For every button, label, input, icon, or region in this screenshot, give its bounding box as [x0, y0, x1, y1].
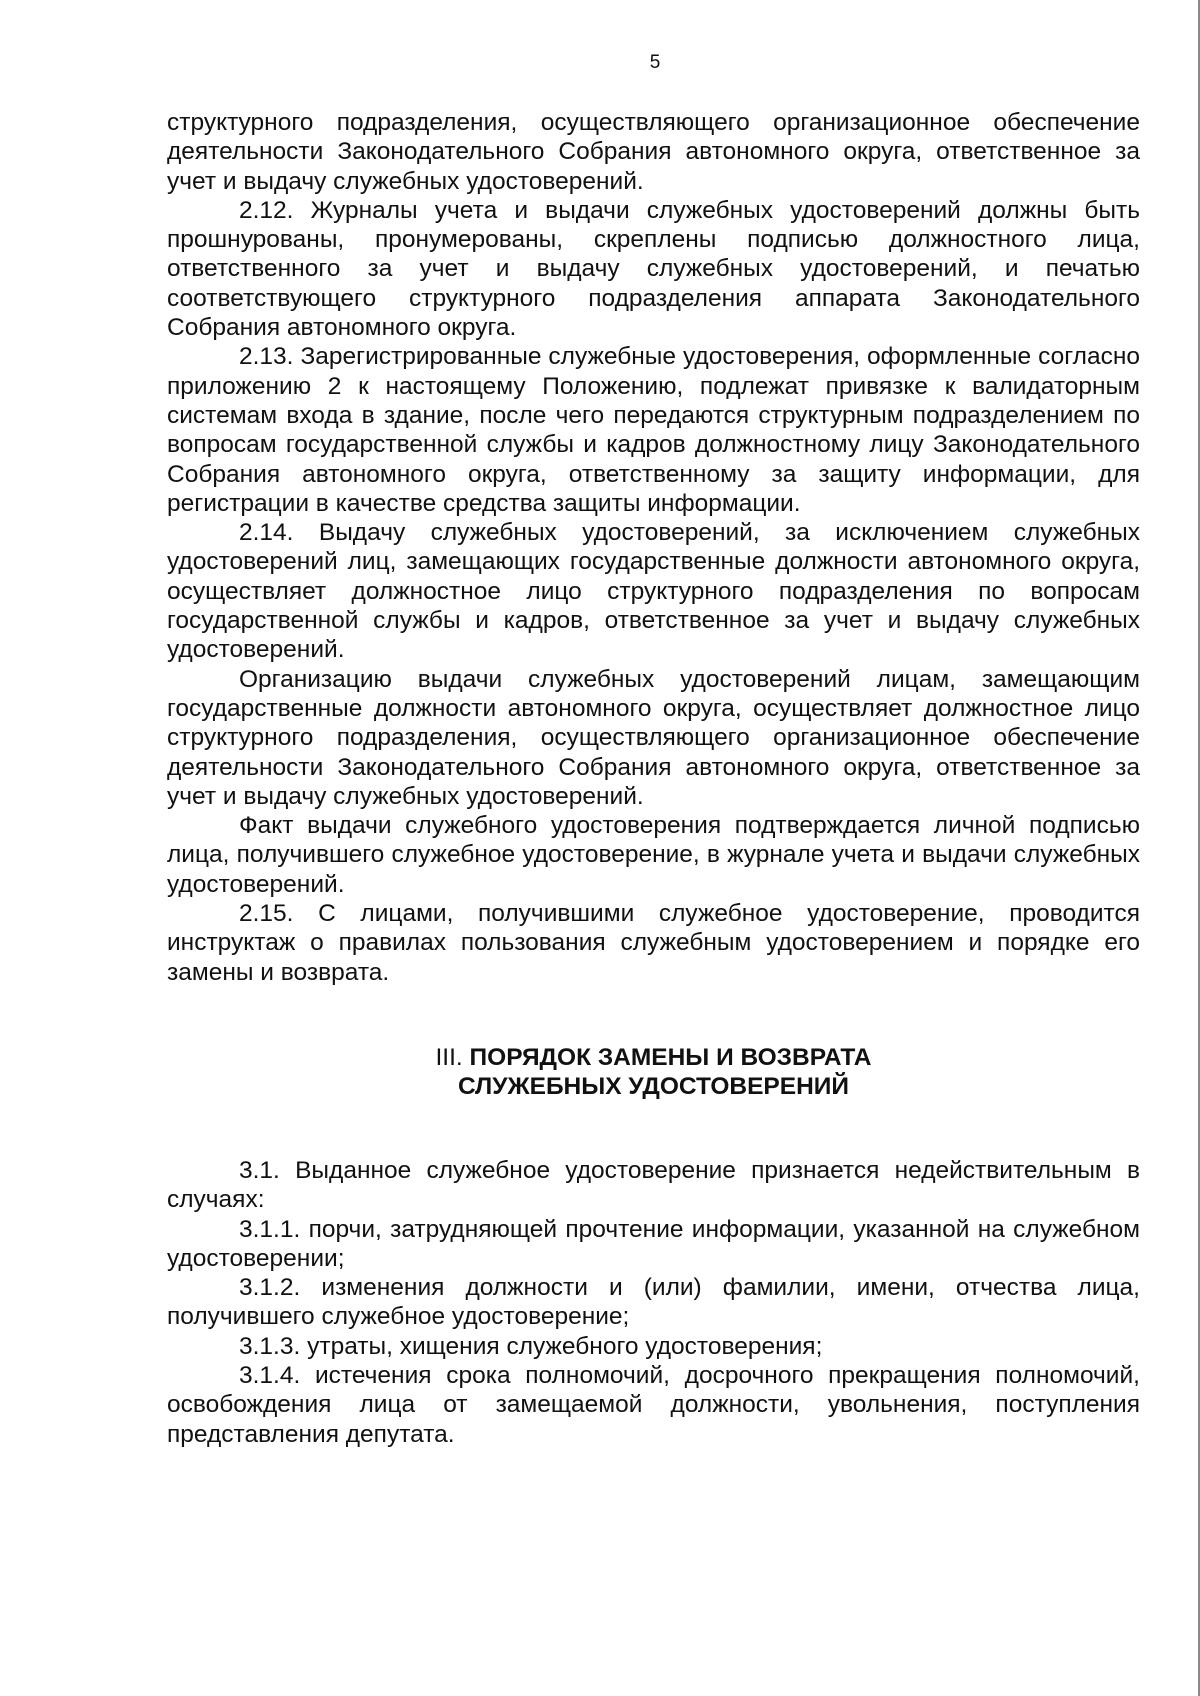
paragraph: структурного подразделения, осуществляющего организационное обеспечение деятельности Законодательного Собрания автономного округа, ответственное за учет и выдачу служебных удостоверений.	[167, 109, 1140, 195]
page-number: 5	[649, 52, 661, 73]
document-body	[167, 108, 1140, 1449]
section-title-line-1: ПОРЯДОК ЗАМЕНЫ И ВОЗВРАТА	[469, 1043, 872, 1071]
section-number: III.	[435, 1043, 463, 1071]
paragraph-3-1: 3.1. Выданное служебное удостоверение признается недействительным в случаях:	[167, 1156, 1140, 1214]
paragraph-2-14: 2.14. Выдачу служебных удостоверений, за исключением служебных удостоверений лиц, замещающих государственные должности автономного округа, осуществляет должностное лицо структурного подразделения по вопросам государственной службы и кадров, ответственное за учет и выдачу служебных удостоверений.	[167, 519, 1140, 664]
paragraph-organization: Организацию выдачи служебных удостоверений лицам, замещающим государственные должности автономного округа, осуществляет должностное лицо структурного подразделения, осуществляющего организационное обеспечение деятельности Законодательного Собрания автономного округа, ответственное за учет и выдачу служебных удостоверений.	[167, 665, 1140, 810]
paragraph-3-1-2: 3.1.2. изменения должности и (или) фамилии, имени, отчества лица, получившего служебное удостоверение;	[167, 1274, 1140, 1331]
section-heading	[167, 1043, 1140, 1101]
paragraph-signature-fact: Факт выдачи служебного удостоверения подтверждается личной подписью лица, получившего служебное удостоверение, в журнале учета и выдачи служебных удостоверений.	[167, 812, 1140, 898]
section-heading-line-1	[167, 1043, 1140, 1072]
paragraph-3-1-3: 3.1.3. утраты, хищения служебного удостоверения;	[239, 1332, 823, 1360]
paragraph-2-12: 2.12. Журналы учета и выдачи служебных удостоверений должны быть прошнурованы, пронумерованы, скреплены подписью должностного лица, ответственного за учет и выдачу служебных удостоверений, и печатью соответствующего структурного подразделения аппарата Законодательного Собрания автономного округа.	[167, 196, 1140, 342]
section-title-line-2: СЛУЖЕБНЫХ УДОСТОВЕРЕНИЙ	[457, 1072, 850, 1100]
paragraph-3-1-1: 3.1.1. порчи, затрудняющей прочтение информации, указанной на служебном удостоверении;	[167, 1215, 1140, 1272]
paragraph-3-1-4: 3.1.4. истечения срока полномочий, досрочного прекращения полномочий, освобождения лица от замещаемой должности, увольнения, поступления представления депутата.	[167, 1361, 1140, 1448]
paragraph-2-15: 2.15. С лицами, получившими служебное удостоверение, проводится инструктаж о правилах пользования служебным удостоверением и порядке его замены и возврата.	[167, 900, 1140, 986]
paragraph-2-13: 2.13. Зарегистрированные служебные удостоверения, оформленные согласно приложению 2 к настоящему Положению, подлежат привязке к валидаторным системам входа в здание, после чего передаются структурным подразделением по вопросам государственной службы и кадров должностному лицу Законодательного Собрания автономного округа, ответственному за защиту информации, для регистрации в качестве средства защиты информации.	[167, 343, 1140, 517]
